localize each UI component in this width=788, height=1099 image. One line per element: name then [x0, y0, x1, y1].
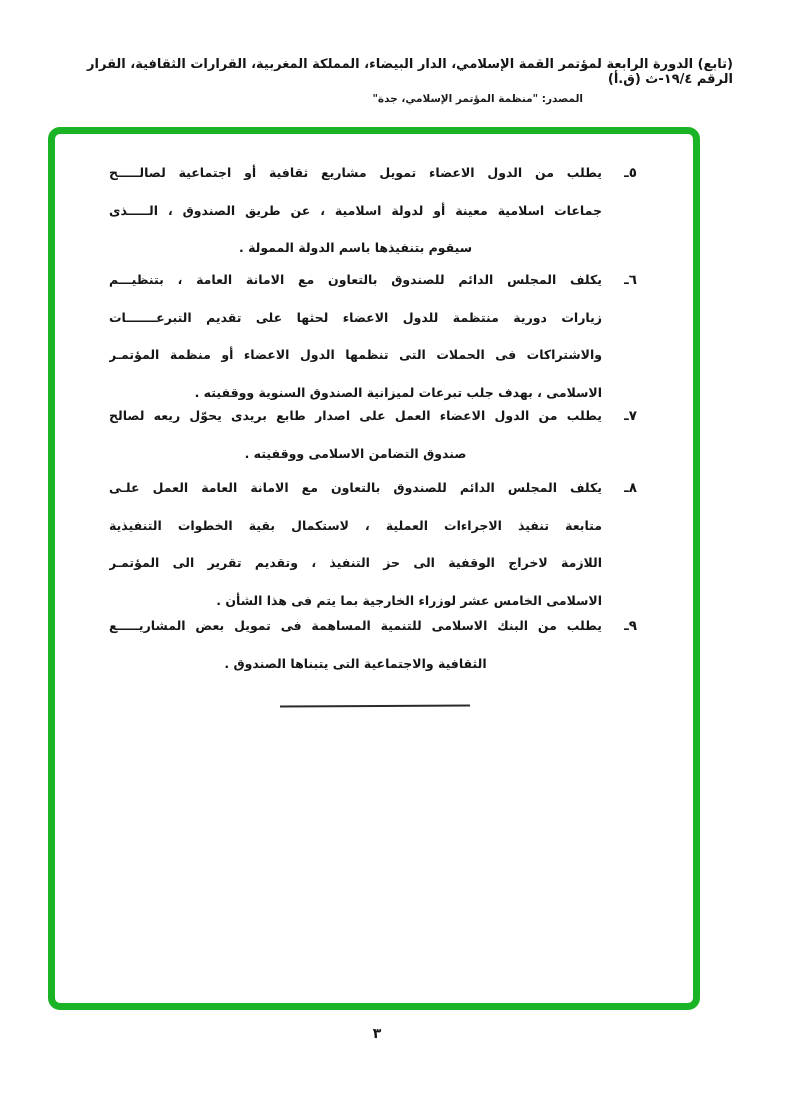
text-line: يطلب من الدول الاعضاء تمويل مشاريع ثقافية أو اجتماعية لصالـــــح — [109, 165, 602, 180]
paragraph-lines — [109, 397, 602, 472]
text-line: جماعات اسلامية معينة أو لدولة اسلامية ، عن طريق الصندوق ، الـــــذى — [109, 202, 602, 218]
text-line: اللازمة لاخراج الوقفية الى حز التنفيذ ، وتقديم تقرير الى المؤتمـر — [109, 555, 602, 571]
text-line: الاسلامى الخامس عشر لوزراء الخارجية بما يتم فى هذا الشأن . — [216, 592, 602, 608]
paragraph-number: ٧ـ — [624, 408, 637, 424]
paragraph-lines — [109, 469, 602, 619]
text-line: الاسلامى ، بهدف جلب تبرعات لميزانية الصندوق السنوية ووقفيته . — [194, 384, 602, 400]
text-line: والاشتراكات فى الحملات التى تنظمها الدول الاعضاء أو منظمة المؤتمـر — [109, 347, 602, 363]
divider-line — [280, 705, 470, 708]
text-line: الثقافية والاجتماعية التى يتبناها الصندوق . — [224, 655, 487, 671]
text-line: سيقوم بتنفيذها باسم الدولة الممولة . — [238, 240, 473, 256]
document-source-line: المصدر: "منظمة المؤتمر الإسلامي، جدة" — [372, 93, 583, 105]
resolution-paragraph — [109, 397, 637, 472]
paragraph-lines — [109, 261, 602, 411]
resolution-paragraph — [109, 154, 637, 267]
resolution-paragraph — [109, 261, 637, 411]
resolution-paragraph — [109, 607, 637, 682]
text-line: زيارات دورية منتظمة للدول الاعضاء لحثها على تقديم التبرعـــــــات — [109, 309, 602, 325]
text-line: صندوق التضامن الاسلامى ووقفيته . — [244, 445, 467, 461]
paragraph-number: ٦ـ — [624, 272, 637, 288]
paragraph-number: ٩ـ — [624, 618, 637, 634]
document-header-line: (تابع) الدورة الرابعة لمؤتمر القمة الإسلامي، الدار البيضاء، المملكة المغربية، القرارات الثقافية، القرار الرقم ١٩/٤-ث (ق.أ) — [87, 57, 733, 87]
text-line: يكلف المجلس الدائم للصندوق بالتعاون مع الامانة العامة العمل علـى — [109, 480, 602, 495]
text-line: يطلب من البنك الاسلامى للتنمية المساهمة فى تمويل بعض المشاريـــــع — [109, 618, 602, 633]
paragraph-number: ٥ـ — [624, 165, 637, 181]
text-line: متابعة تنفيذ الاجراءات العملية ، لاستكمال بقية الخطوات التنفيذية — [109, 517, 602, 533]
text-line: يطلب من الدول الاعضاء العمل على اصدار طابع بريدى يحوّل ريعه لصالح — [109, 408, 602, 423]
resolution-paragraph — [109, 469, 637, 619]
page-number: ٣ — [372, 1026, 382, 1042]
paragraph-lines — [109, 607, 602, 682]
highlight-annotation-box — [48, 127, 700, 1010]
text-line: يكلف المجلس الدائم للصندوق بالتعاون مع الامانة العامة ، بتنظيـــم — [109, 272, 602, 287]
paragraph-lines — [109, 154, 602, 267]
paragraph-number: ٨ـ — [624, 480, 637, 496]
